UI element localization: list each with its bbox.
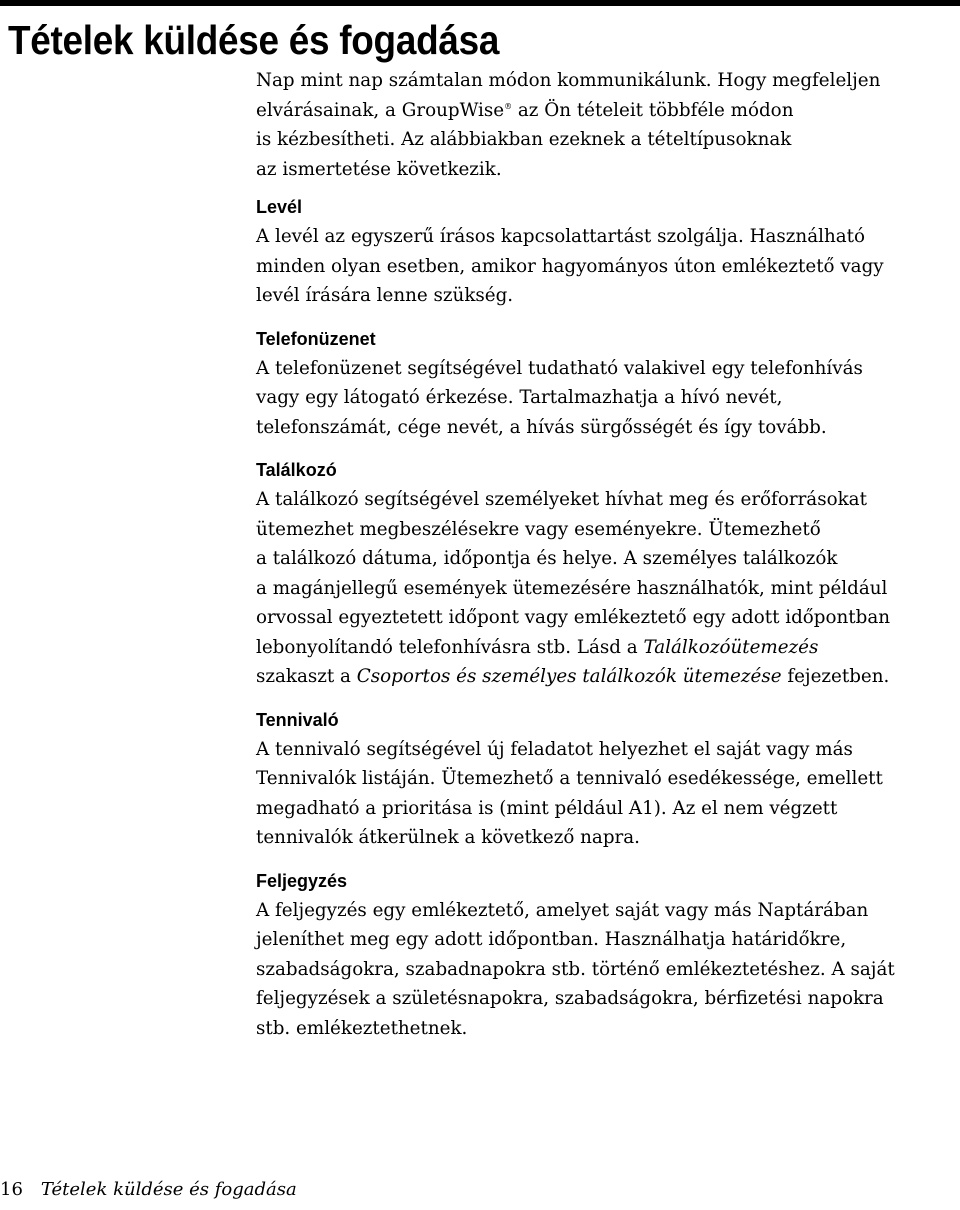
section-heading-tennivalo: Tennivaló: [256, 709, 339, 730]
talalkozo-reference-chapter: Csoportos és személyes találkozók ütemezése: [356, 666, 782, 687]
footer-chapter-title: Tételek küldése és fogadása: [40, 1179, 297, 1200]
section-level: [256, 192, 956, 311]
section-body-feljegyzes: A feljegyzés egy emlékeztető, amelyet saját vagy más Naptárában jeleníthet meg egy adott időpontban. Használhatja határidőkre, szabadságokra, szabadnapokra stb. történő emlékeztetéshez. A saját feljegyzések a születésnapokra, szabadságokra, bérfizetési napokra stb. emlékeztethetnek.: [256, 899, 895, 1039]
section-body-talalkozo: [256, 485, 956, 692]
registered-mark: ®: [504, 101, 513, 111]
section-heading-level: Levél: [256, 197, 303, 217]
top-rule: [0, 0, 960, 6]
page-title: Tételek küldése és fogadása: [8, 17, 500, 63]
page-footer: [0, 1178, 297, 1202]
section-heading-telefonuzenet: Telefonüzenet: [256, 328, 376, 349]
page-content: [256, 66, 956, 1043]
intro-paragraph: [256, 66, 956, 184]
section-body-level: A levél az egyszerű írásos kapcsolattartást szolgálja. Használható minden olyan esetben, amikor hagyományos úton emlékeztető vagy levél írására lenne szükség.: [256, 226, 884, 306]
talalkozo-text-1: A találkozó segítségével személyeket hívhat meg és erőforrásokat ütemezhet megbeszélésekre vagy eseményekre. Ütemezhető a találkozó dátuma, időpontja és helye. A személyes találkozók a magánjellegű események ütemezésére használhatók, mint például orvossal egyeztetett időpont vagy emlékeztető egy adott időpontban lebonyolítandó telefonhívásra stb. Lásd a: [256, 489, 891, 658]
section-heading-talalkozo: Találkozó: [256, 460, 337, 480]
talalkozo-reference-section: Találkozóütemezés: [643, 636, 819, 658]
intro-text-2: az Ön tételeit többféle módon is kézbesítheti. Az alábbiakban ezeknek a tételtípusoknak az ismertetése következik.: [256, 99, 794, 180]
talalkozo-text-3: fejezetben.: [781, 666, 890, 687]
section-tennivalo: [256, 705, 956, 853]
page-number: 16: [0, 1179, 23, 1200]
section-body-telefonuzenet: A telefonüzenet segítségével tudatható valakivel egy telefonhívás vagy egy látogató érkezése. Tartalmazhatja a hívó nevét, telefonszámát, cége nevét, a hívás sürgősségét és így tovább.: [256, 357, 863, 438]
section-heading-feljegyzes: Feljegyzés: [256, 870, 348, 891]
section-talalkozo: [256, 455, 956, 692]
section-telefonuzenet: [256, 324, 956, 443]
section-body-tennivalo: A tennivaló segítségével új feladatot helyezhet el saját vagy más Tennivalók listáján. Ütemezhető a tennivaló esedékessége, emellett megadható a prioritása is (mint például A1). Az el nem végzett tennivalók átkerülnek a következő napra.: [256, 738, 883, 848]
intro-text-1: Nap mint nap számtalan módon kommunikálunk. Hogy megfeleljen elvárásainak, a GroupWise: [256, 70, 881, 121]
section-feljegyzes: [256, 866, 956, 1044]
talalkozo-text-2: szakaszt a: [256, 666, 351, 687]
